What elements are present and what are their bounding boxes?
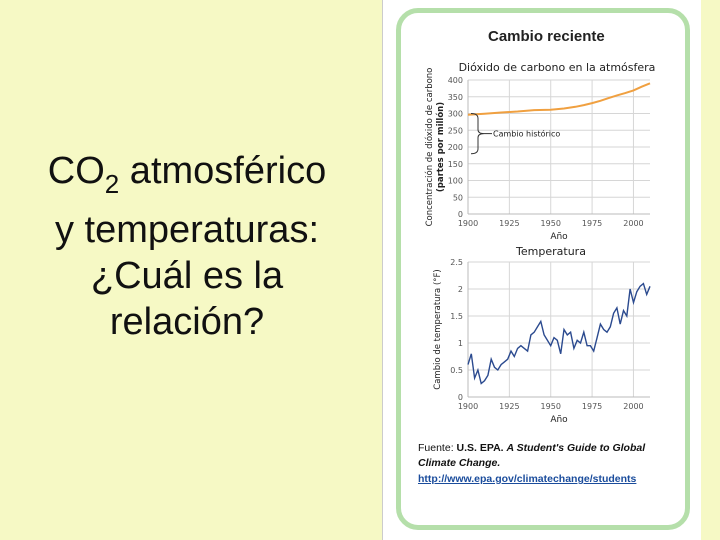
chart1-xtick-label: 1900 [457,219,479,228]
chart2-xtick-label: 1925 [499,402,520,411]
chart1-ytick-label: 50 [452,193,463,203]
chart1-title: Dióxido de carbono en la atmósfera [458,61,656,74]
chart2-ytick-label: 1 [457,339,463,348]
chart1-ylabel-line2: (partes por millón) [436,101,446,193]
chart2-xlabel: Año [550,415,568,425]
chart2-ytick-label: 1.5 [450,312,463,321]
chart1-series-line [468,83,650,115]
panel-heading: Cambio reciente [488,28,605,45]
title-line-4: relación? [109,301,265,343]
chart1-xtick-label: 2000 [623,219,644,228]
historic-change-label: Cambio histórico [493,129,561,139]
source-link[interactable]: http://www.epa.gov/climatechange/students [418,473,637,485]
chart1-ytick-label: 400 [447,76,463,85]
chart1-ytick-label: 150 [447,159,463,169]
chart2-ytick-label: 2.5 [450,258,463,267]
chart2-ytick-label: 2 [457,285,463,294]
chart2-xtick-label: 1950 [540,402,561,411]
chart1-xtick-label: 1975 [581,219,603,228]
chart2-xtick-label: 1975 [581,402,603,411]
chart1-ytick-label: 250 [447,126,463,136]
chart1-ytick-label: 0 [457,210,463,219]
source-title-b: Climate Change. [418,457,501,469]
source-title-a: A Student's Guide to Global [506,442,646,454]
title-subscript: 2 [104,169,120,199]
title-atmosferico: atmosférico [119,150,327,192]
chart1-ytick-label: 300 [447,109,463,119]
chart2-title: Temperatura [516,245,586,258]
chart2-ytick-label: 0.5 [450,366,463,375]
source-line-1 [418,442,645,454]
chart1-ytick-label: 100 [447,176,463,186]
chart2-xtick-label: 2000 [623,402,644,411]
title-co: CO [47,150,105,192]
chart2-xtick-label: 1900 [457,402,479,411]
source-line-2 [418,457,500,469]
chart1-ytick-label: 350 [447,92,463,102]
chart1-xlabel: Año [550,232,568,242]
chart1-ytick-label: 200 [447,143,463,152]
source-org: U.S. EPA. [456,442,507,454]
source-prefix: Fuente: [418,442,457,454]
chart2-ylabel: Cambio de temperatura (°F) [433,269,443,390]
chart2-ytick-label: 0 [457,393,463,402]
chart1-ylabel-line1: Concentración de dióxido de carbono [425,67,435,227]
historic-change-brace [471,114,484,154]
chart1-xtick-label: 1925 [499,219,520,228]
chart2-series-line [468,284,650,384]
chart1-xtick-label: 1950 [540,219,561,228]
title-line-2: y temperaturas: [55,209,319,251]
title-line-3: ¿Cuál es la [90,255,284,297]
